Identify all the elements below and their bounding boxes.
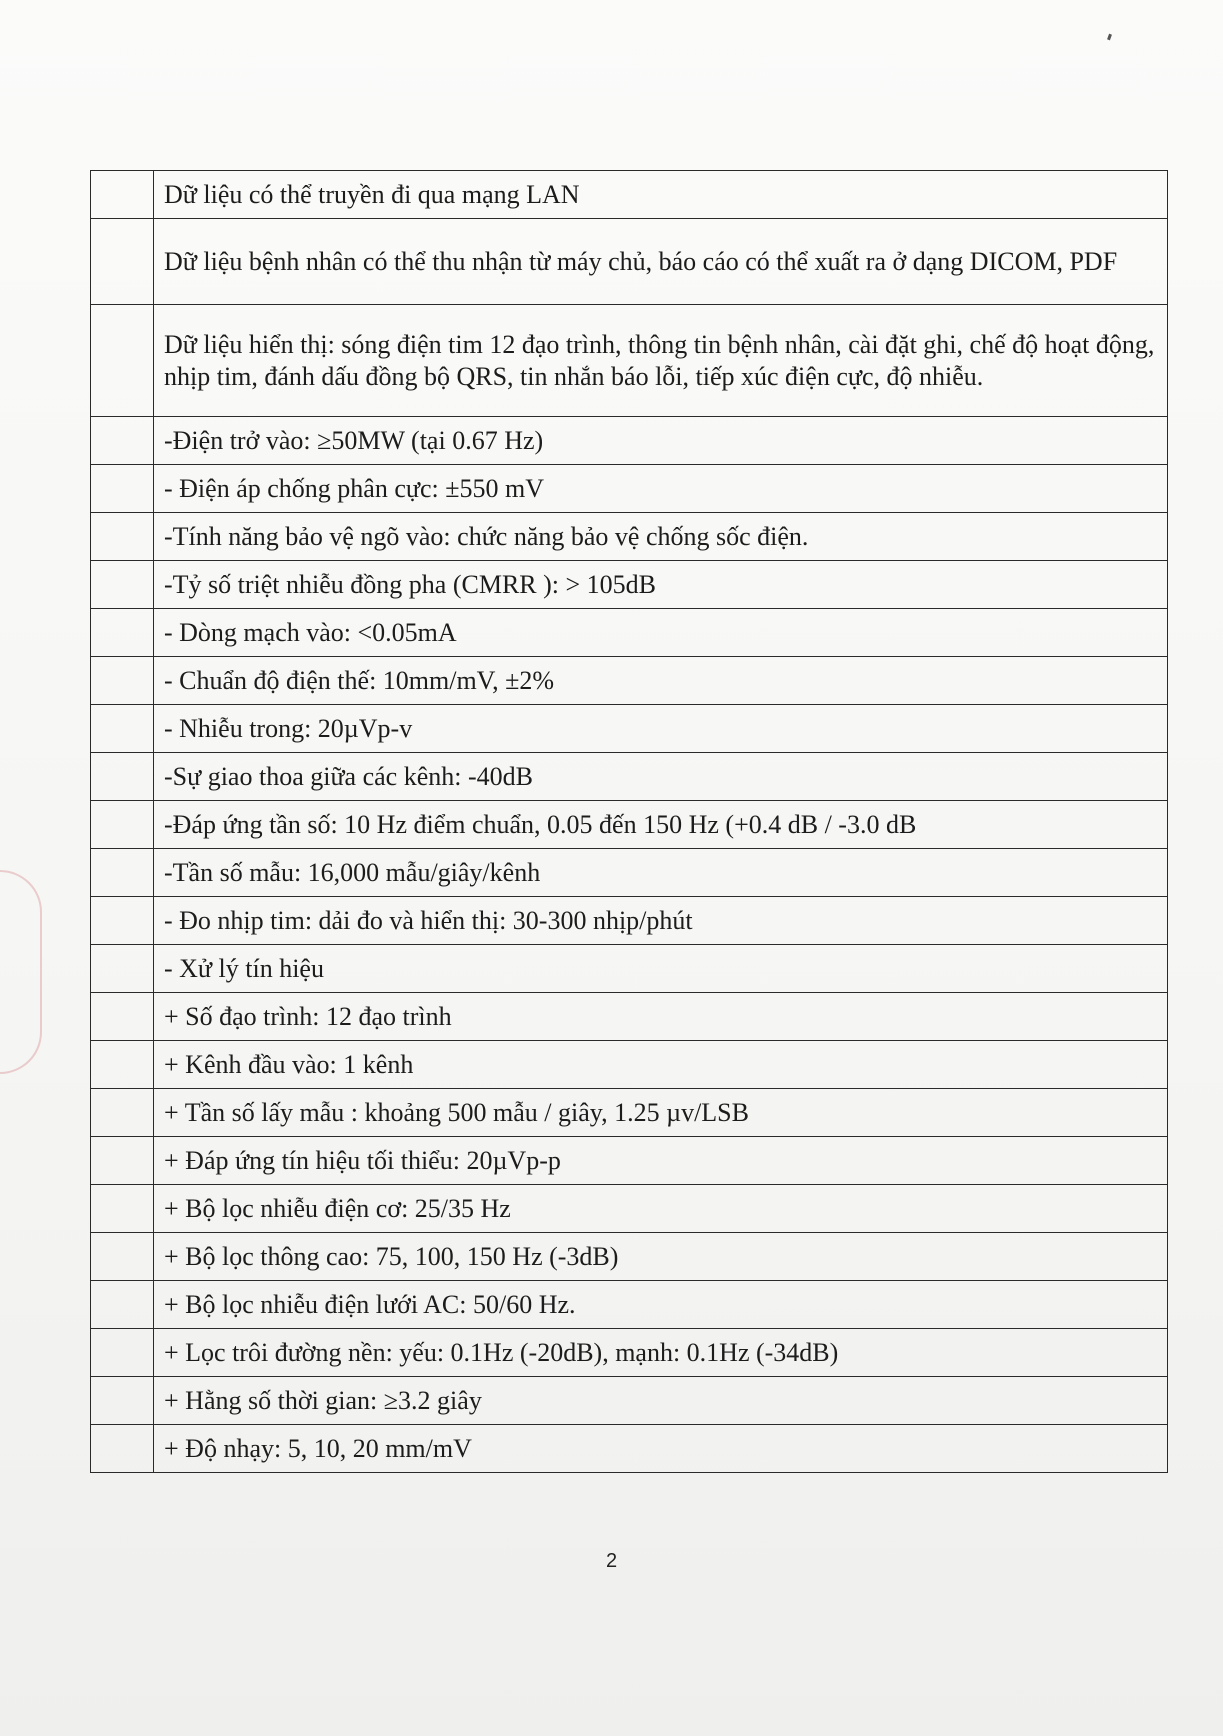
table-row [91,1185,1168,1233]
table-row [91,1137,1168,1185]
table-row [91,171,1168,219]
spec-cell: + Bộ lọc thông cao: 75, 100, 150 Hz (-3dB) [154,1233,1168,1281]
spec-cell: + Bộ lọc nhiễu điện cơ: 25/35 Hz [154,1185,1168,1233]
row-number-cell [91,561,154,609]
spec-cell: + Đáp ứng tín hiệu tối thiểu: 20µVp-p [154,1137,1168,1185]
table-row [91,219,1168,305]
spec-cell: -Sự giao thoa giữa các kênh: -40dB [154,753,1168,801]
row-number-cell [91,609,154,657]
table-row [91,801,1168,849]
row-number-cell [91,1233,154,1281]
table-row [91,657,1168,705]
table-row [91,753,1168,801]
row-number-cell [91,897,154,945]
spec-cell: -Điện trở vào: ≥50MW (tại 0.67 Hz) [154,417,1168,465]
table-row [91,993,1168,1041]
spec-cell: - Xử lý tín hiệu [154,945,1168,993]
row-number-cell [91,1089,154,1137]
spec-cell: - Dòng mạch vào: <0.05mA [154,609,1168,657]
spec-cell: -Tính năng bảo vệ ngõ vào: chức năng bảo vệ chống sốc điện. [154,513,1168,561]
table-row [91,417,1168,465]
table-row [91,513,1168,561]
spec-cell: + Bộ lọc nhiễu điện lưới AC: 50/60 Hz. [154,1281,1168,1329]
table-row [91,561,1168,609]
table-row [91,945,1168,993]
row-number-cell [91,1377,154,1425]
spec-cell: + Kênh đầu vào: 1 kênh [154,1041,1168,1089]
spec-cell: + Lọc trôi đường nền: yếu: 0.1Hz (-20dB), mạnh: 0.1Hz (-34dB) [154,1329,1168,1377]
table-row [91,609,1168,657]
row-number-cell [91,305,154,417]
spec-cell: Dữ liệu bệnh nhân có thể thu nhận từ máy chủ, báo cáo có thể xuất ra ở dạng DICOM, PDF [154,219,1168,305]
table-row [91,897,1168,945]
row-number-cell [91,753,154,801]
specification-table [90,170,1168,1473]
page-number: 2 [605,1550,618,1572]
row-number-cell [91,993,154,1041]
spec-cell: + Độ nhạy: 5, 10, 20 mm/mV [154,1425,1168,1473]
table-row [91,1377,1168,1425]
row-number-cell [91,705,154,753]
spec-cell: -Tần số mẫu: 16,000 mẫu/giây/kênh [154,849,1168,897]
row-number-cell [91,801,154,849]
spec-cell: - Đo nhịp tim: dải đo và hiển thị: 30-300 nhịp/phút [154,897,1168,945]
row-number-cell [91,219,154,305]
table-row [91,465,1168,513]
row-number-cell [91,513,154,561]
spec-cell: Dữ liệu có thể truyền đi qua mạng LAN [154,171,1168,219]
table-row [91,1233,1168,1281]
scan-speck [1107,34,1112,41]
spec-cell: + Hằng số thời gian: ≥3.2 giây [154,1377,1168,1425]
row-number-cell [91,1185,154,1233]
spec-cell: -Đáp ứng tần số: 10 Hz điểm chuẩn, 0.05 đến 150 Hz (+0.4 dB / -3.0 dB [154,801,1168,849]
table-row [91,1281,1168,1329]
table-row [91,1089,1168,1137]
spec-cell: + Số đạo trình: 12 đạo trình [154,993,1168,1041]
row-number-cell [91,1425,154,1473]
row-number-cell [91,417,154,465]
row-number-cell [91,1329,154,1377]
row-number-cell [91,945,154,993]
table-row [91,1425,1168,1473]
spec-cell: + Tần số lấy mẫu : khoảng 500 mẫu / giây, 1.25 µv/LSB [154,1089,1168,1137]
row-number-cell [91,171,154,219]
row-number-cell [91,1041,154,1089]
spec-cell: - Chuẩn độ điện thế: 10mm/mV, ±2% [154,657,1168,705]
row-number-cell [91,849,154,897]
table-row [91,1329,1168,1377]
row-number-cell [91,1137,154,1185]
row-number-cell [91,1281,154,1329]
spec-cell: - Nhiễu trong: 20µVp-v [154,705,1168,753]
spec-cell: -Tỷ số triệt nhiễu đồng pha (CMRR ): > 105dB [154,561,1168,609]
stamp-fragment [0,870,42,1074]
spec-cell: Dữ liệu hiển thị: sóng điện tim 12 đạo trình, thông tin bệnh nhân, cài đặt ghi, chế độ hoạt động, nhịp tim, đánh dấu đồng bộ QRS, tin nhắn báo lỗi, tiếp xúc điện cực, độ nhiễu. [154,305,1168,417]
table-row [91,705,1168,753]
table-row [91,1041,1168,1089]
table-row [91,305,1168,417]
spec-cell: - Điện áp chống phân cực: ±550 mV [154,465,1168,513]
row-number-cell [91,465,154,513]
row-number-cell [91,657,154,705]
table-row [91,849,1168,897]
